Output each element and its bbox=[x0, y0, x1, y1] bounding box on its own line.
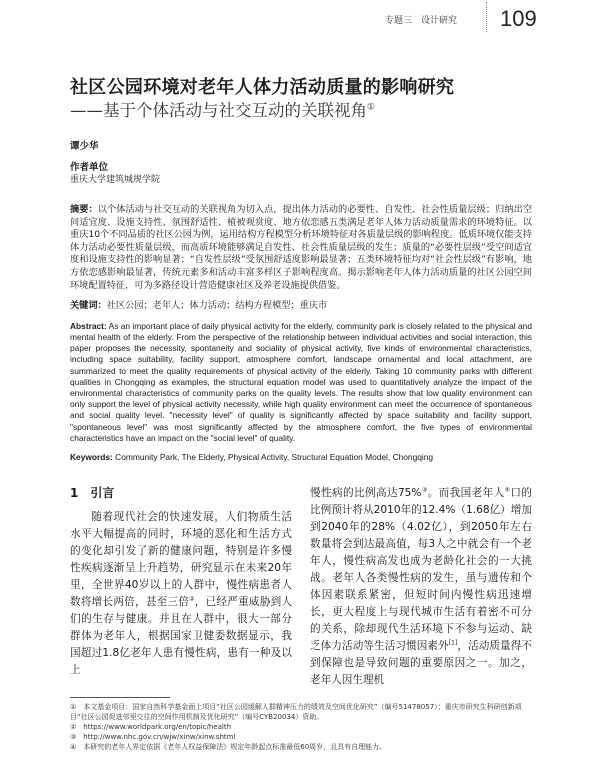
abstract-cn-label: 摘要： bbox=[70, 204, 98, 215]
reference-marker[interactable]: ④ bbox=[504, 486, 511, 494]
body-text: 慢性病的比例高达75% bbox=[310, 487, 422, 500]
body-text: 随着现代社会的快速发展，人们物质生活水平大幅提高的同时，环境的恶化和生活方式的变化却引发了新的健康问题，特别是许多慢性疾病逐渐呈上升趋势，研究显示在未来20年里，全世界40岁以上的人群中，慢性病患者人数将增长两倍，甚至三倍 bbox=[70, 511, 292, 609]
reference-marker[interactable]: ② bbox=[189, 595, 195, 603]
affiliation: 重庆大学建筑城规学院 bbox=[70, 175, 161, 185]
footnotes bbox=[70, 702, 532, 760]
keywords-cn-text: 社区公园；老年人；体力活动；结构方程模型；重庆市 bbox=[106, 300, 328, 312]
affiliation-label: 作者单位 bbox=[70, 162, 109, 173]
keywords-en-text: Community Park, The Elderly, Physical Activity, Structural Equation Model, Chongqing bbox=[115, 451, 434, 462]
body-columns bbox=[70, 485, 532, 689]
running-header-section: 专题三 设计研究 bbox=[385, 16, 458, 26]
footnote-3[interactable]: ③ http://www.nhc.gov.cn/wjw/xinw/xinw.shtml bbox=[70, 733, 236, 742]
body-text: ，活动质量得不到保障也是导致问题的重要原因之一。加之，老年人因生理机 bbox=[310, 640, 533, 687]
footnote-4: ④ 本研究的老年人界定依据《老年人权益保障法》规定年龄起点标准最低60周岁，且具有自理能力。 bbox=[70, 743, 387, 752]
footnote-rule bbox=[70, 697, 170, 698]
keywords-en-label: Keywords: bbox=[70, 451, 113, 462]
article-subtitle bbox=[70, 100, 532, 122]
reference-marker[interactable]: [1] bbox=[448, 639, 458, 647]
subtitle-text: ——基于个体活动与社交互动的关联视角 bbox=[70, 101, 367, 120]
keywords-cn-label: 关键词： bbox=[70, 300, 107, 312]
page-number: 109 bbox=[500, 6, 537, 31]
footnote-1: ① 本文基金项目：国家自然科学基金面上项目“社区公园缓解人群精神压力的绩效及空间优化研究”（编号51478057）；重庆市研究生科研创新项目“社区公园促进邻里交往的空间作用机制及优化研究”（编号CYB20034）资助。 bbox=[70, 703, 522, 722]
body-text: 口的比例预计将从2010年的12.4%（1.68亿）增加到2040年的28%（4.02亿），到2050年左右数量将会到达最高值，每3人之中就会有一个老年人，慢性病高发也成为老龄化社会的一大挑战。老年人各类慢性病的发生，虽与遗传和个体因素联系紧密，但短时间内慢性病迅速增长，更大程度上与现代城市生活有着密不可分的关系，除却现代生活环境下不参与运动、缺乏体力活动等生活习惯因素外 bbox=[310, 487, 533, 653]
body-column-right bbox=[310, 485, 532, 689]
abstract-cn bbox=[70, 204, 532, 292]
article-title: 社区公园环境对老年人体力活动质量的影响研究 bbox=[70, 77, 455, 98]
left-column-wrap bbox=[70, 485, 292, 679]
abstract-en bbox=[70, 321, 532, 444]
body-text: ，已经严重威胁到人们的生存与健康。并且在人群中，很大一部分群体为老年人，根据国家卫健委数据显示，我国超过1.8亿老年人患有慢性病，患有一种及以上 bbox=[70, 596, 293, 677]
reference-marker[interactable]: ③ bbox=[421, 486, 428, 494]
body-paragraph bbox=[310, 485, 532, 689]
section-heading: 1 引言 bbox=[70, 486, 115, 501]
author-name: 谭少华 bbox=[70, 141, 99, 152]
body-paragraph bbox=[70, 509, 292, 679]
footnote-2[interactable]: ② https://www.worldpark.org/en/topic/health bbox=[70, 723, 232, 732]
abstract-en-label: Abstract: bbox=[70, 320, 107, 331]
keywords-en bbox=[70, 452, 532, 463]
header-divider bbox=[486, 2, 487, 32]
subtitle-footnote-ref[interactable]: ① bbox=[367, 102, 376, 113]
right-column-wrap bbox=[310, 485, 532, 689]
running-header bbox=[0, 0, 600, 40]
abstract-en-text: As an important place of daily physical activity for the elderly, community park is closely related to the physical and mental health of the elderly. From the perspective of the relationship between individual activities and social interaction, this paper proposes the necessity, spontaneity and sociality of physical activity, five kinds of environmental characteristics, including space suitability, facility support, atmosphere comfort, landscape ornamental and local attachment, are summarized to meet the quality requirements of physical activity of the elderly. Taking 10 community parks with different qualities in Chongqing as examples, the structural equation model was used to quantitatively analyze the impact of the environmental characteristics of community parks on the quality levels. The results show that low quality environment can only support the level of physical activity necessity, while high quality environment can meet the occurrence of spontaneous and social quality level. "necessity level" of quality is significantly affected by space suitability and facility support, "spontaneous level" was most significantly affected by the atmosphere comfort, the five types of environmental characteristics have an impact on the "social level" of quality. bbox=[70, 320, 532, 443]
abstract-cn-text: 以个体活动与社交互动的关联视角为切入点，提出体力活动的必要性、自发性、社会性质量层级；归纳出空间适宜度、设施支持性、氛围舒适性、植被观赏度、地方依恋感五类满足老年人体力活动质量需求的环境特征。以重庆10个不同品质的社区公园为例，运用结构方程模型分析环境特征对各质量层级的影响程度。低质环境仅能支持体力活动必要性质量层级，而高质环境能够满足自发性、社会性质量层级的发生；质量的“必要性层级”受空间适宜度和设施支持性的影响显著；“自发性层级”受氛围舒适度影响最显著；五类环境特征均对“社会性层级”有影响，地方依恋感影响最显著，传统元素多和活动丰富多样区子影响程度高。揭示影响老年人体力活动质量的社区公园空间环境配置特征，可为多路径设计营造健康社区及养老设施提供借鉴。 bbox=[70, 204, 533, 291]
keywords-cn bbox=[70, 300, 532, 313]
article-body bbox=[70, 76, 532, 760]
body-text: 。而我国老年人 bbox=[427, 487, 505, 500]
body-column-left bbox=[70, 509, 292, 679]
